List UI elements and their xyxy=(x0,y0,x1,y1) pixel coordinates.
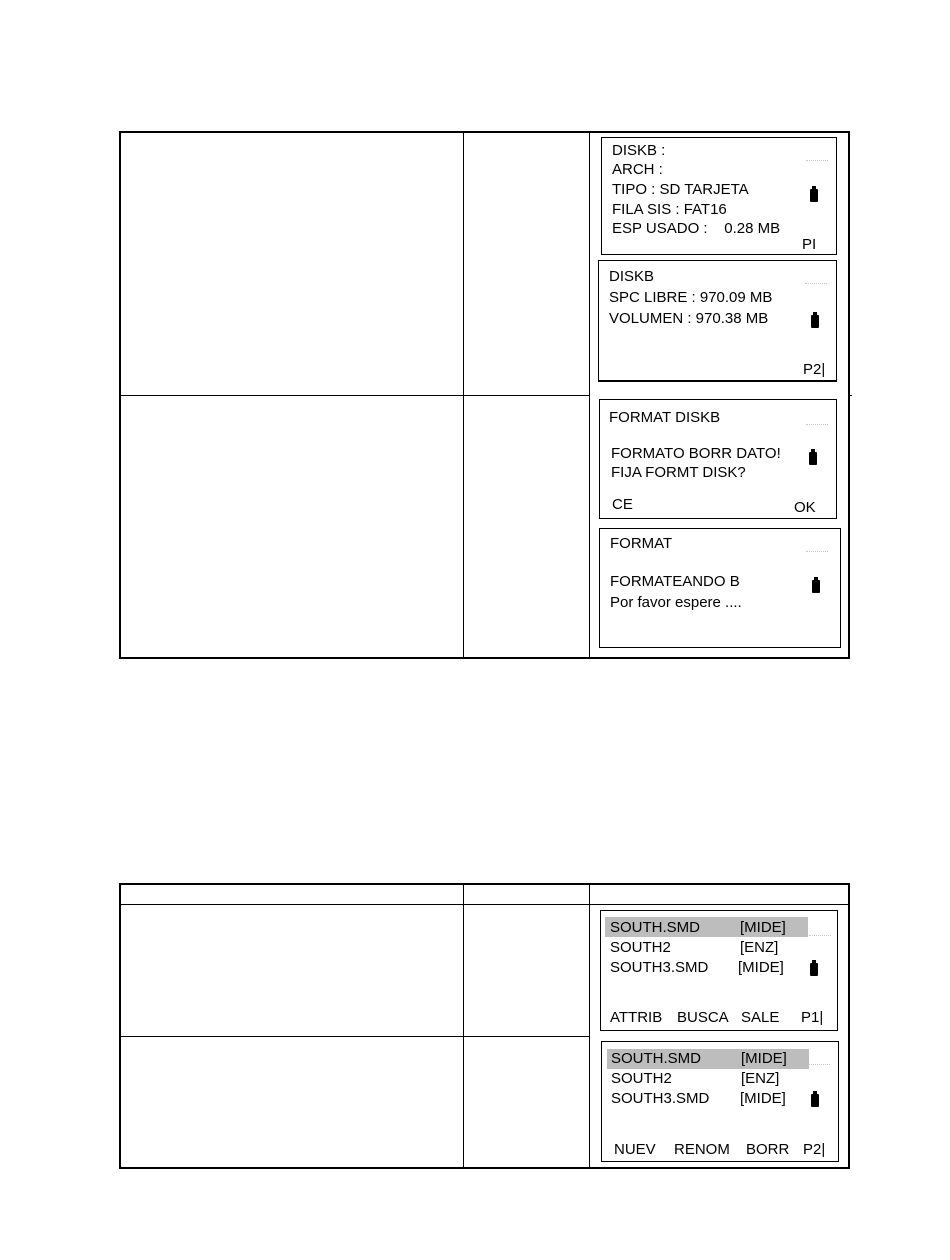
battery-icon xyxy=(810,963,818,976)
formatting-title: FORMAT xyxy=(610,535,673,552)
file-name[interactable]: SOUTH3.SMD xyxy=(611,1090,710,1107)
battery-icon xyxy=(811,315,819,328)
format-title: FORMAT DISKB xyxy=(609,409,721,426)
info-line-fila-sis: FILA SIS : FAT16 xyxy=(612,201,727,218)
signal-dots xyxy=(806,160,828,163)
battery-icon xyxy=(811,1094,819,1107)
signal-dots xyxy=(806,424,828,427)
sale-softkey[interactable]: SALE xyxy=(741,1009,780,1026)
row-divider xyxy=(849,395,852,396)
row-divider xyxy=(121,1036,589,1037)
info-line-arch: ARCH : xyxy=(612,161,663,178)
file-name[interactable]: SOUTH.SMD xyxy=(610,919,700,936)
lcd-panel-file-list-p2 xyxy=(601,1041,839,1162)
lcd-panel-disk-info-p2 xyxy=(598,260,837,382)
page-indicator: PI xyxy=(802,236,817,253)
lcd-panel-disk-info-p1 xyxy=(601,137,837,255)
file-type: [MIDE] xyxy=(741,1050,787,1067)
ok-softkey[interactable]: OK xyxy=(794,499,816,516)
formatting-wait-line: Por favor espere .... xyxy=(610,594,742,611)
signal-dots xyxy=(805,283,827,286)
ce-softkey[interactable]: CE xyxy=(612,496,633,513)
file-type: [ENZ] xyxy=(741,1070,780,1087)
battery-icon xyxy=(810,189,818,202)
file-type: [MIDE] xyxy=(738,959,784,976)
info-line-diskb: DISKB : xyxy=(612,142,666,159)
page-softkey[interactable]: P2| xyxy=(803,1141,826,1158)
lcd-panel-formatting xyxy=(599,528,841,648)
file-name[interactable]: SOUTH3.SMD xyxy=(610,959,709,976)
page-indicator: P2| xyxy=(803,361,826,378)
header-row-divider xyxy=(121,904,850,905)
signal-dots xyxy=(806,551,828,554)
column-divider xyxy=(463,885,464,1167)
file-type: [MIDE] xyxy=(740,1090,786,1107)
row-divider xyxy=(121,395,589,396)
file-name[interactable]: SOUTH.SMD xyxy=(611,1050,701,1067)
file-name[interactable]: SOUTH2 xyxy=(610,939,671,956)
info-line-diskb: DISKB xyxy=(609,268,655,285)
attrib-softkey[interactable]: ATTRIB xyxy=(610,1009,663,1026)
battery-icon xyxy=(809,452,817,465)
format-question-line: FIJA FORMT DISK? xyxy=(611,464,746,481)
column-divider xyxy=(589,133,590,657)
renom-softkey[interactable]: RENOM xyxy=(674,1141,730,1158)
borr-softkey[interactable]: BORR xyxy=(746,1141,790,1158)
column-divider xyxy=(589,885,590,1167)
file-type: [ENZ] xyxy=(740,939,779,956)
signal-dots xyxy=(809,935,831,938)
lcd-panel-file-list-p1 xyxy=(600,910,838,1031)
signal-dots xyxy=(808,1064,830,1067)
file-name[interactable]: SOUTH2 xyxy=(611,1070,672,1087)
info-line-volumen: VOLUMEN : 970.38 MB xyxy=(609,310,769,327)
nuev-softkey[interactable]: NUEV xyxy=(614,1141,656,1158)
info-line-esp-usado: ESP USADO : 0.28 MB xyxy=(612,220,781,237)
battery-icon xyxy=(812,580,820,593)
info-line-spc-libre: SPC LIBRE : 970.09 MB xyxy=(609,289,773,306)
busca-softkey[interactable]: BUSCA xyxy=(677,1009,729,1026)
format-warning-line: FORMATO BORR DATO! xyxy=(611,445,781,462)
page-softkey[interactable]: P1| xyxy=(801,1009,824,1026)
lcd-panel-format-confirm xyxy=(599,399,837,519)
formatting-status-line: FORMATEANDO B xyxy=(610,573,740,590)
info-line-tipo: TIPO : SD TARJETA xyxy=(612,181,749,198)
file-type: [MIDE] xyxy=(740,919,786,936)
